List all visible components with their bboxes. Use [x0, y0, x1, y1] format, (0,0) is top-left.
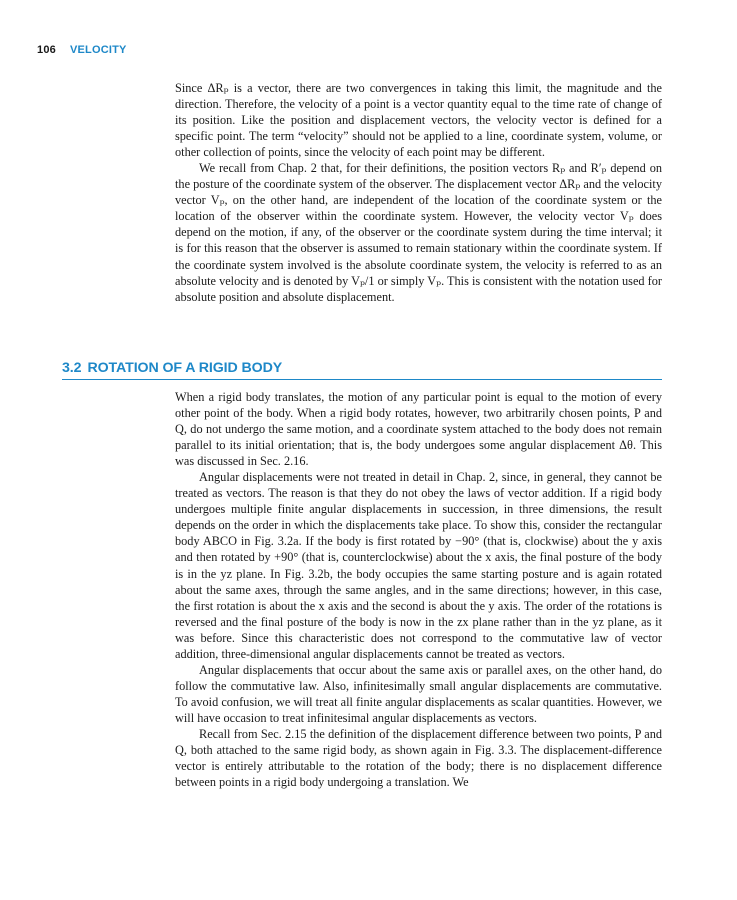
paragraph: Recall from Sec. 2.15 the definition of the displacement difference between two points, P and Q, both attached to the same rigid body, as shown again in Fig. 3.3. The displacement-difference vector is entirely attributable to the rotation of the body; there is no displacement difference between points in a rigid body undergoing a translation. We: [175, 726, 662, 790]
body-text-section-intro: [175, 80, 662, 305]
paragraph: We recall from Chap. 2 that, for their definitions, the position vectors Rₚ and R′ₚ depend on the posture of the coordinate system of the observer. The displacement vector ΔRₚ and the velocity vector Vₚ, on the other hand, are independent of the location of the coordinate system or the location of the observer within the coordinate system. However, the velocity vector Vₚ does depend on the motion, if any, of the observer or the coordinate system during the time interval; it is for this reason that the observer is assumed to remain stationary within the coordinate system. If the coordinate system involved is the absolute coordinate system, the velocity is referred to as an absolute velocity and is denoted by Vₚ/1 or simply Vₚ. This is consistent with the notation used for absolute position and absolute displacement.: [175, 161, 662, 304]
paragraph: Angular displacements were not treated in detail in Chap. 2, since, in general, they cannot be treated as vectors. The reason is that they do not obey the laws of vector addition. If a rigid body undergoes multiple finite angular displacements in succession, in three dimensions, the result depends on the order in which the displacements take place. To show this, consider the rectangular body ABCO in Fig. 3.2a. If the body is first rotated by −90° (that is, clockwise) about the y axis and then rotated by +90° (that is, counterclockwise) about the x axis, the final posture of the body is in the yz plane. In Fig. 3.2b, the body occupies the same starting posture and is again rotated about the same axes, through the same angles, and in the same directions; however, in this case, the first rotation is about the x axis and the second is about the y axis. The order of the rotations is reversed and the final posture of the body is now in the zx plane rather than in the yz plane, as it was before. Since this characteristic does not correspond to the commutative law of vector addition, three-dimensional angular displacements cannot be treated as vectors.: [175, 470, 662, 661]
paragraph: Since ΔRₚ is a vector, there are two convergences in taking this limit, the magnitude and the direction. Therefore, the velocity of a point is a vector quantity equal to the time rate of change of its position. Like the position and displacement vectors, the velocity vector is defined for a specific point. The term “velocity” should not be applied to a line, coordinate system, volume, or other collection of points, since the velocity of each point may be different.: [175, 81, 662, 160]
page-number: 106: [37, 44, 56, 56]
paragraph: When a rigid body translates, the motion of any particular point is equal to the motion of every other point of the body. When a rigid body rotates, however, two arbitrarily chosen points, P and Q, do not undergo the same motion, and a coordinate system attached to the body does not remain parallel to its initial orientation; that is, the body undergoes some angular displacement Δθ. This was discussed in Sec. 2.16.: [175, 390, 662, 469]
body-text-rigid-body-rotation: [175, 389, 662, 790]
section-heading: [62, 360, 662, 380]
section-title: ROTATION OF A RIGID BODY: [87, 360, 283, 376]
chapter-title: VELOCITY: [69, 44, 127, 56]
paragraph: Angular displacements that occur about the same axis or parallel axes, on the other hand, do follow the commutative law. Also, infinitesimally small angular displacements are commutative. To avoid confusion, we will treat all finite angular displacements as scalar quantities. However, we will have occasion to treat infinitesimal angular displacements as vectors.: [175, 662, 662, 725]
running-head: [37, 44, 127, 56]
section-number: 3.2: [62, 360, 82, 376]
